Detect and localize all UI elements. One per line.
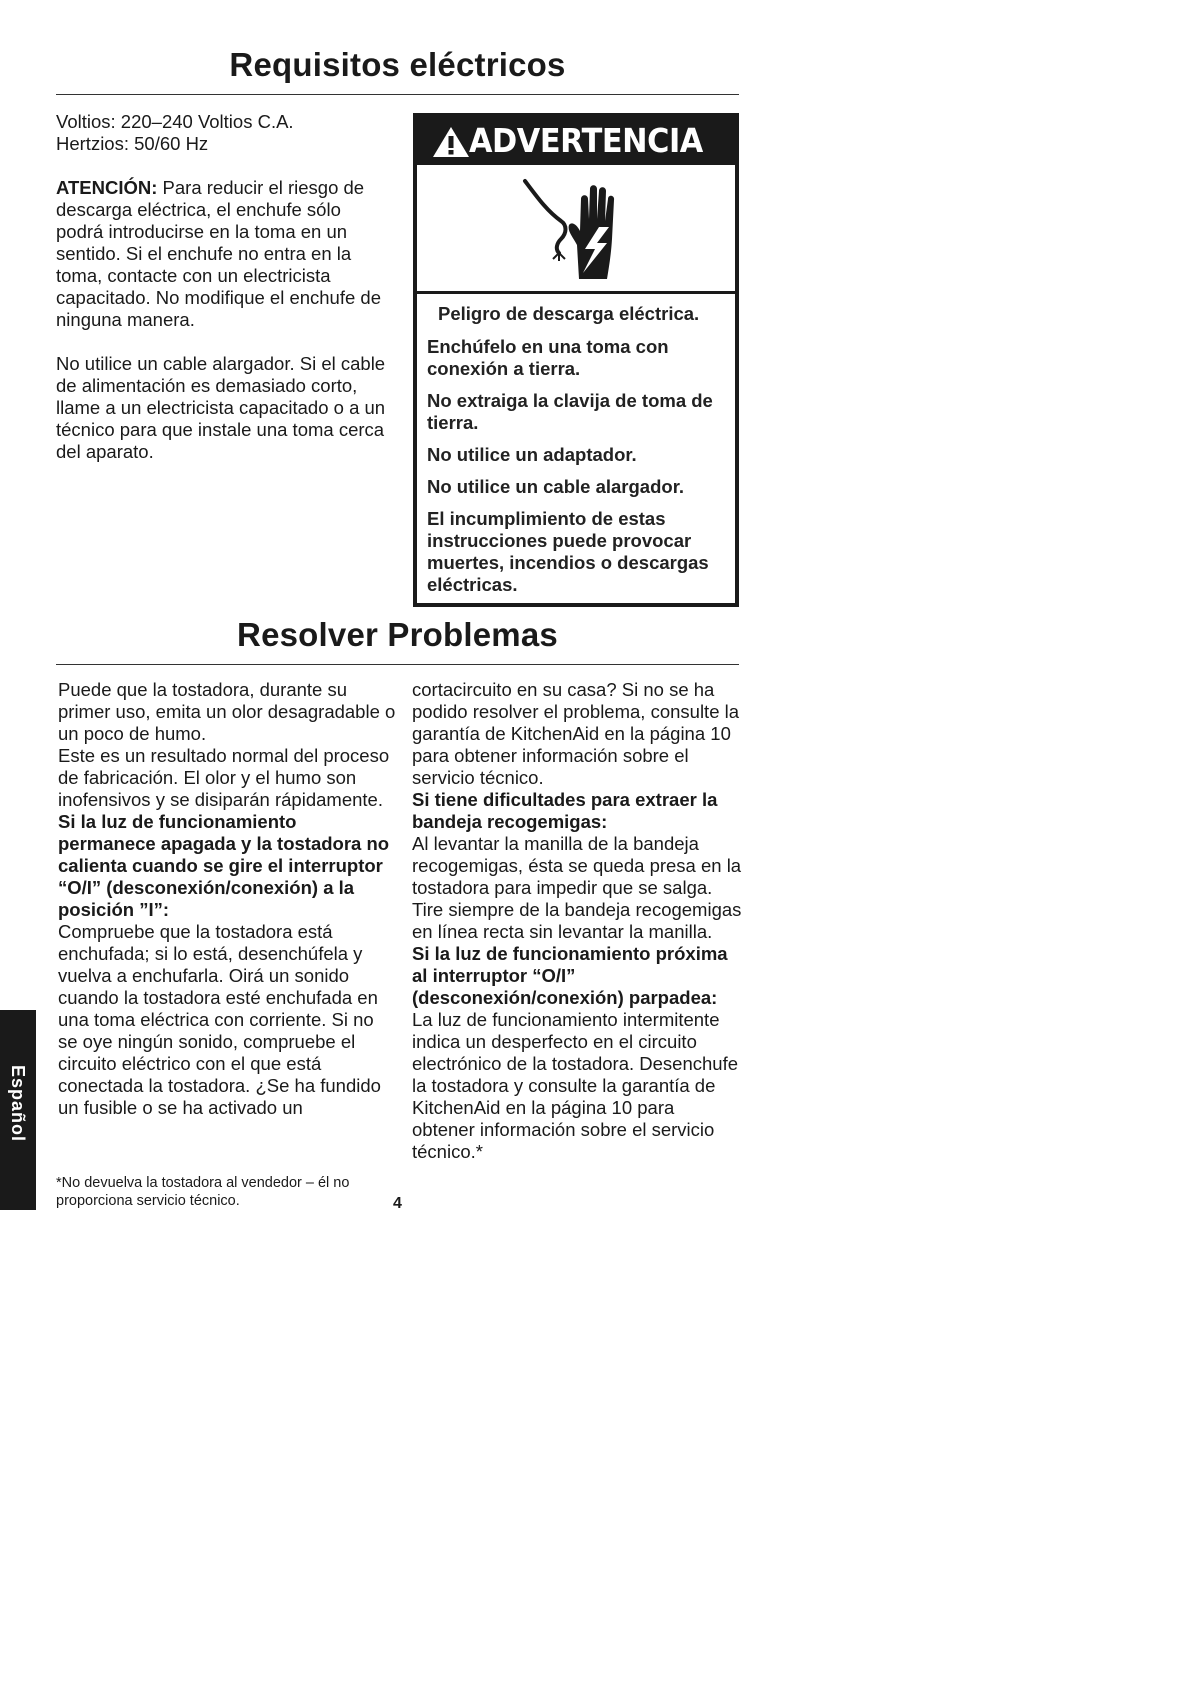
attention-text: Para reducir el riesgo de descarga eléctrica, el enchufe sólo podrá introducirse en la toma en un sentido. Si el enchufe no entra en la toma, contacte con un electricista capacitado. No modifique el enchufe de ninguna manera. bbox=[56, 177, 381, 330]
intro-paragraph-1: Puede que la tostadora, durante su primer uso, emita un olor desagradable o un poco de humo. bbox=[58, 679, 396, 744]
voltage-line: Voltios: 220–240 Voltios C.A. bbox=[56, 111, 294, 132]
problem-3-text: La luz de funcionamiento intermitente indica un desperfecto en el circuito electrónico de la tostadora. Desenchufe la tostadora y consulte la garantía de KitchenAid en la página 10 para obtener información sobre el servicio técnico.* bbox=[412, 1009, 739, 1162]
troubleshooting-left-column bbox=[58, 679, 398, 1119]
warning-header bbox=[417, 117, 735, 165]
warning-text bbox=[427, 303, 731, 606]
warning-title: ADVERTENCIA bbox=[469, 121, 703, 160]
troubleshooting-right-column bbox=[412, 679, 742, 1163]
hertz-line: Hertzios: 50/60 Hz bbox=[56, 133, 209, 154]
warning-line-ground-prong: No extraiga la clavija de toma de tierra. bbox=[427, 390, 713, 433]
extension-cord-paragraph: No utilice un cable alargador. Si el cable de alimentación es demasiado corto, llame a un electricista capacitado o a un técnico para que instale una toma cerca del aparato. bbox=[56, 353, 386, 462]
problem-2-text: Al levantar la manilla de la bandeja recogemigas, ésta se queda presa en la tostadora para impedir que se salga. Tire siempre de la bandeja recogemigas en línea recta sin levantar la manilla. bbox=[412, 833, 742, 942]
warning-line-grounded-outlet: Enchúfelo en una toma con conexión a tierra. bbox=[427, 336, 669, 379]
warning-divider bbox=[417, 291, 735, 294]
problem-2-heading: Si tiene dificultades para extraer la bandeja recogemigas: bbox=[412, 789, 718, 832]
electrical-shock-hand-icon bbox=[517, 175, 637, 283]
intro-paragraph-2: Este es un resultado normal del proceso de fabricación. El olor y el humo son inofensivos y se disiparán rápidamente. bbox=[58, 745, 390, 810]
title-underline bbox=[56, 94, 739, 95]
attention-label: ATENCIÓN: bbox=[56, 177, 158, 198]
page-number: 4 bbox=[393, 1195, 402, 1212]
problem-1-text-continued: cortacircuito en su casa? Si no se ha podido resolver el problema, consulte la garantía de KitchenAid en la página 10 para obtener información sobre el servicio técnico. bbox=[412, 679, 740, 788]
problem-1-text: Compruebe que la tostadora está enchufada; si lo está, desenchúfela y vuelva a enchufarla. Oirá un sonido cuando la tostadora esté enchufada en una toma eléctrica con corriente. Si no se oye ningún sonido, compruebe el circuito eléctrico con el que está conectada la tostadora. ¿Se ha fundido un fusible o se ha activado un bbox=[58, 921, 381, 1118]
language-tab-label: Español bbox=[8, 1065, 28, 1143]
warning-line-consequences: El incumplimiento de estas instrucciones puede provocar muertes, incendios o descargas eléctricas. bbox=[427, 508, 709, 595]
warning-line-no-extension: No utilice un cable alargador. bbox=[427, 476, 685, 497]
electrical-requirements-title: Requisitos eléctricos bbox=[229, 46, 566, 83]
problem-3-heading: Si la luz de funcionamiento próxima al interruptor “O/I” (desconexión/conexión) parpadea: bbox=[412, 943, 728, 1008]
warning-triangle-icon bbox=[431, 125, 471, 159]
attention-paragraph bbox=[56, 177, 386, 331]
warning-line-no-adapter: No utilice un adaptador. bbox=[427, 444, 637, 465]
electrical-text-column bbox=[56, 111, 386, 463]
warning-panel bbox=[413, 113, 739, 607]
warning-line-shock-hazard: Peligro de descarga eléctrica. bbox=[438, 303, 700, 324]
problem-1-heading: Si la luz de funcionamiento permanece apagada y la tostadora no calienta cuando se gire el interruptor “O/I” (desconexión/conexión) a la posición ”I”: bbox=[58, 811, 390, 920]
language-tab bbox=[0, 1010, 36, 1210]
troubleshooting-title: Resolver Problemas bbox=[237, 616, 558, 653]
footnote: *No devuelva la tostadora al vendedor – él no proporciona servicio técnico. bbox=[56, 1175, 350, 1209]
troubleshooting-underline bbox=[56, 664, 739, 665]
